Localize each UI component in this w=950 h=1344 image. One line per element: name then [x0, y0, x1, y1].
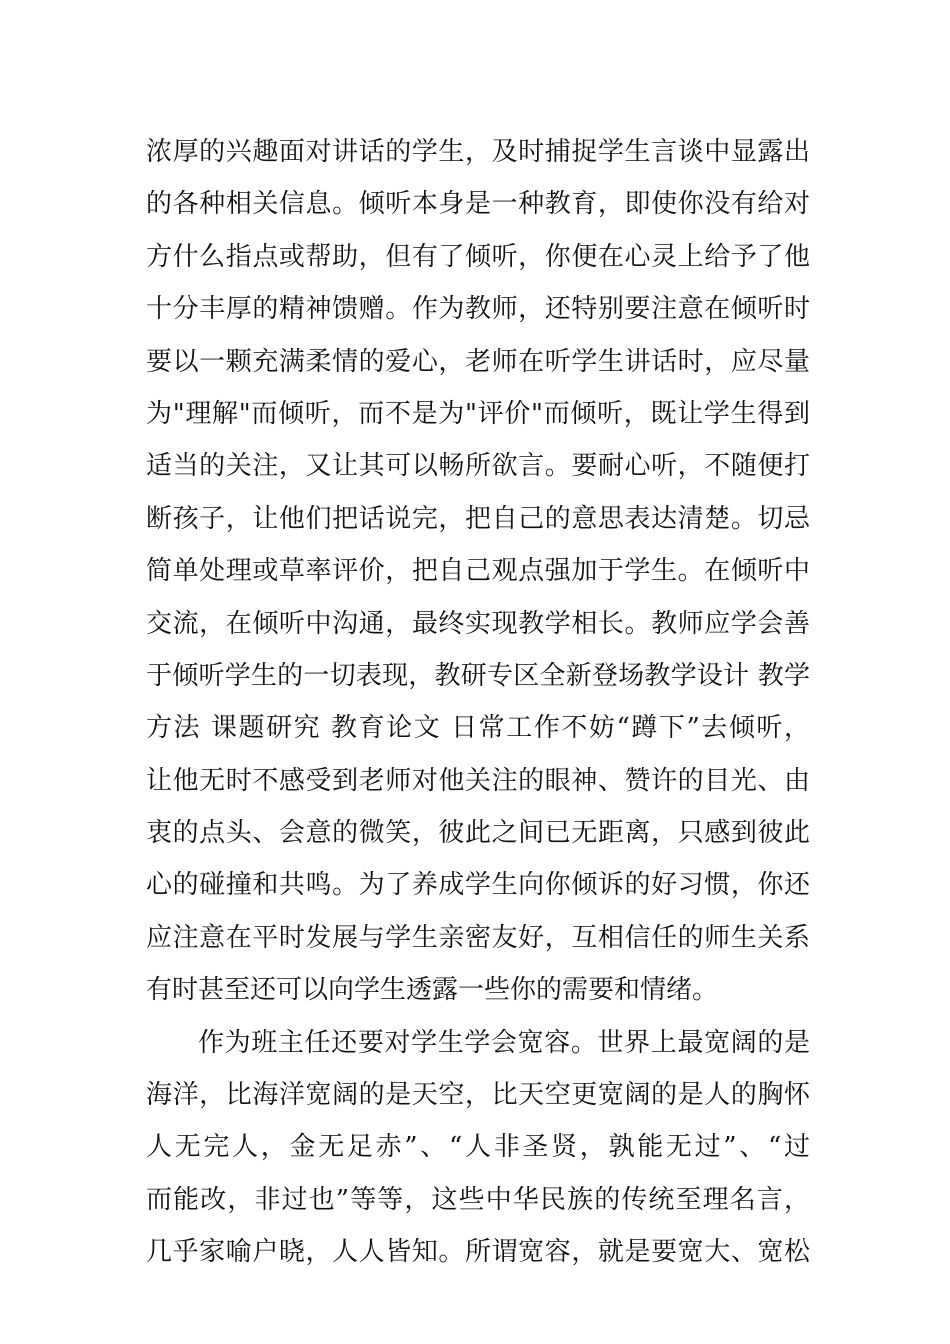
paragraph-first-line: 作为班主任还要对学生学会宽容。世界上最宽阔的是	[198, 1027, 810, 1058]
text-line: 衷的点头、会意的微笑，彼此之间已无距离，只感到彼此	[146, 818, 810, 849]
text-line: 心的碰撞和共鸣。为了养成学生向你倾诉的好习惯，你还	[146, 870, 810, 901]
paragraph-last-line: 有时甚至还可以向学生透露一些你的需要和情绪。	[146, 975, 719, 1006]
text-line: 几乎家喻户晓，人人皆知。所谓宽容，就是要宽大、宽松	[146, 1237, 810, 1268]
text-line: 应注意在平时发展与学生亲密友好，互相信任的师生关系	[146, 922, 810, 953]
text-line: 十分丰厚的精神馈赠。作为教师，还特别要注意在倾听时	[146, 294, 810, 325]
text-line: 交流，在倾听中沟通，最终实现教学相长。教师应学会善	[146, 608, 810, 639]
text-line: 方法 课题研究 教育论文 日常工作不妨“蹲下”去倾听，	[146, 713, 810, 744]
text-line: 让他无时不感受到老师对他关注的眼神、赞许的目光、由	[146, 765, 810, 796]
text-line: 断孩子，让他们把话说完，把自己的意思表达清楚。切忌	[146, 503, 810, 534]
body-text	[146, 126, 810, 1279]
text-line: 人无完人，金无足赤”、“人非圣贤，孰能无过”、“过	[146, 1132, 810, 1163]
text-line: 于倾听学生的一切表现，教研专区全新登场教学设计 教学	[146, 660, 810, 691]
text-line: 方什么指点或帮助，但有了倾听，你便在心灵上给予了他	[146, 241, 810, 272]
text-line: 而能改，非过也”等等，这些中华民族的传统至理名言，	[146, 1184, 810, 1215]
text-line: 为"理解"而倾听，而不是为"评价"而倾听，既让学生得到	[146, 398, 810, 429]
text-line: 要以一颗充满柔情的爱心，老师在听学生讲话时，应尽量	[146, 346, 810, 377]
text-line: 简单处理或草率评价，把自己观点强加于学生。在倾听中	[146, 556, 810, 587]
text-line: 适当的关注，又让其可以畅所欲言。要耐心听，不随便打	[146, 451, 810, 482]
text-line: 浓厚的兴趣面对讲话的学生，及时捕捉学生言谈中显露出	[146, 137, 810, 167]
text-line: 的各种相关信息。倾听本身是一种教育，即使你没有给对	[146, 189, 810, 220]
text-line: 海洋，比海洋宽阔的是天空，比天空更宽阔的是人的胸怀	[146, 1080, 810, 1111]
